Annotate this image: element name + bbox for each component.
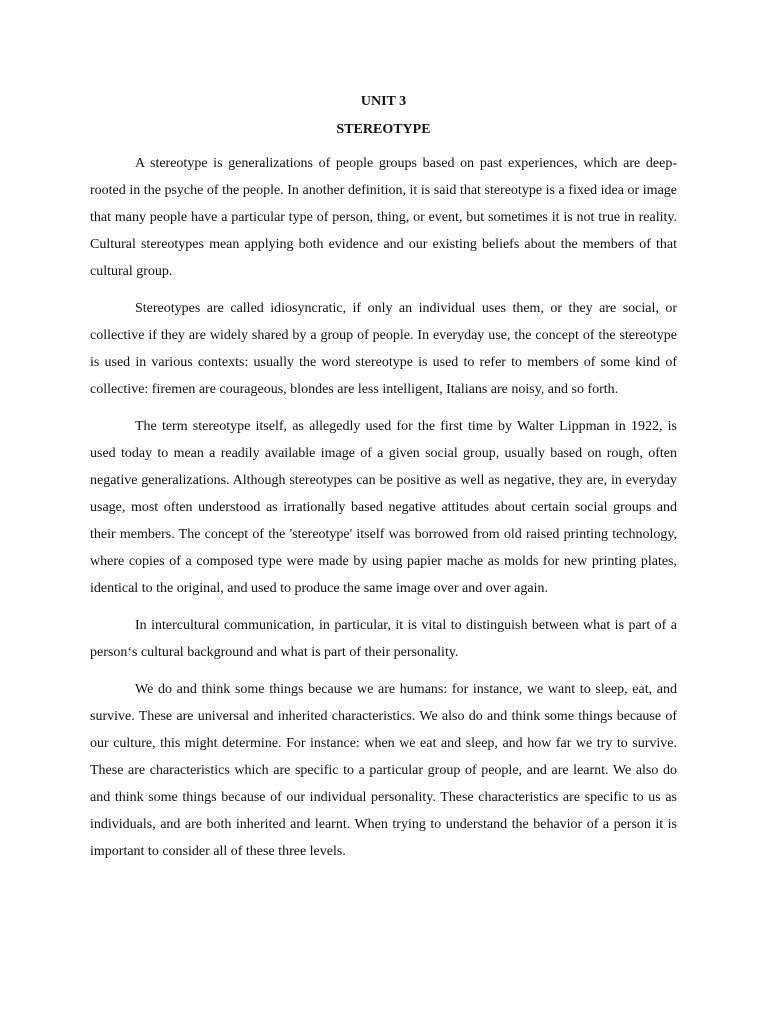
- paragraph-intercultural: In intercultural communication, in particular, it is vital to distinguish between what is part of a person‘s cultural background and what is part of their personality.: [90, 618, 677, 660]
- paragraph-levels: We do and think some things because we are humans: for instance, we want to sleep, eat, and survive. These are universal and inherited characteristics. We also do and think some things because of our culture, this might determine. For instance: when we eat and sleep, and how far we try to survive. These are characteristics which are specific to a particular group of people, and are learnt. We also do and think some things because of our individual personality. These characteristics are specific to us as individuals, and are both inherited and learnt. When trying to understand the behavior of a person it is important to consider all of these three levels.: [90, 682, 677, 859]
- paragraph-origin: The term stereotype itself, as allegedly used for the first time by Walter Lippman in 1922, is used today to mean a readily available image of a given social group, usually based on rough, often negative generalizations. Although stereotypes can be positive as well as negative, they are, in everyday usage, most often understood as irrationally based negative attitudes about certain social groups and their members. The concept of the 'stereotype' itself was borrowed from old raised printing technology, where copies of a composed type were made by using papier mache as molds for new printing plates, identical to the original, and used to produce the same image over and over again.: [90, 419, 677, 596]
- paragraph-definition: A stereotype is generalizations of people groups based on past experiences, which are deep-rooted in the psyche of the people. In another definition, it is said that stereotype is a fixed idea or image that many people have a particular type of person, thing, or event, but sometimes it is not true in reality. Cultural stereotypes mean applying both evidence and our existing beliefs about the members of that cultural group.: [90, 156, 677, 279]
- paragraph-types: Stereotypes are called idiosyncratic, if only an individual uses them, or they are social, or collective if they are widely shared by a group of people. In everyday use, the concept of the stereotype is used in various contexts: usually the word stereotype is used to refer to members of some kind of collective: firemen are courageous, blondes are less intelligent, Italians are noisy, and so forth.: [90, 301, 677, 397]
- document-body: [90, 92, 677, 875]
- page-title: STEREOTYPE: [336, 122, 431, 137]
- unit-label: UNIT 3: [360, 94, 407, 109]
